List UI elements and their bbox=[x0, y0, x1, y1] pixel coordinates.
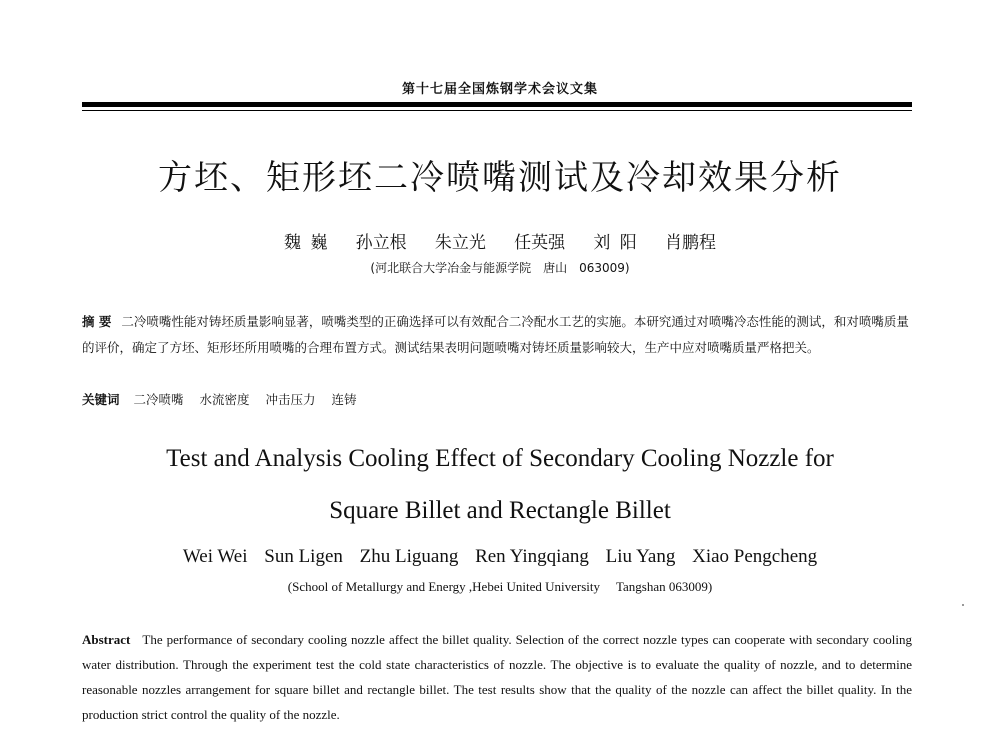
keyword: 水流密度 bbox=[199, 392, 250, 407]
author-en: Wei Wei bbox=[182, 546, 248, 567]
author-cn: 孙立根 bbox=[355, 233, 407, 253]
author-en: Liu Yang bbox=[605, 546, 676, 567]
keyword: 冲击压力 bbox=[265, 392, 316, 407]
keyword: 二冷喷嘴 bbox=[133, 392, 184, 407]
header-rule-thin bbox=[82, 110, 912, 111]
keywords-chinese bbox=[82, 387, 912, 413]
abstract-text-cn: 二冷喷嘴性能对铸坯质量影响显著，喷嘴类型的正确选择可以有效配合二冷配水工艺的实施。本研究通过对喷嘴冷态性能的测试，和对喷嘴质量的评价，确定了方坯、矩形坯所用喷嘴的合理布置方式。测试结果表明问题喷嘴对铸坯质量影响较大，生产中应对喷嘴质量严格把关。 bbox=[82, 314, 909, 355]
abstract-label-en: Abstract bbox=[82, 632, 131, 647]
running-head: 第十七届全国炼钢学术会议文集 bbox=[401, 82, 598, 97]
author-cn: 魏 巍 bbox=[284, 233, 328, 253]
author-en: Xiao Pengcheng bbox=[692, 546, 818, 567]
header-rule-thick bbox=[82, 102, 912, 107]
title-english bbox=[0, 433, 1000, 537]
title-english-line-1: Test and Analysis Cooling Effect of Secondary Cooling Nozzle for bbox=[166, 445, 834, 472]
keywords-label-cn: 关键词 bbox=[82, 392, 120, 407]
author-en: Sun Ligen bbox=[264, 546, 343, 567]
affiliation-english: (School of Metallurgy and Energy ,Hebei United University Tangshan 063009) bbox=[287, 579, 713, 594]
abstract-text-en: The performance of secondary cooling nozzle affect the billet quality. Selection of the correct nozzle types can cooperate with secondary cooling water distribution. Through the experiment test the cold state characteristics of nozzle. The objective is to evaluate the quality of nozzle, and to determine reasonable nozzles arrangement for square billet and rectangle billet. The test results show that the quality of the nozzle can affect the billet quality. In the production strict control the quality of the nozzle. bbox=[82, 632, 912, 722]
abstract-english bbox=[82, 627, 912, 727]
author-cn: 刘 阳 bbox=[593, 233, 637, 253]
author-cn: 肖鹏程 bbox=[664, 233, 716, 253]
abstract-label-cn: 摘 要 bbox=[82, 314, 112, 329]
scan-speck bbox=[962, 604, 964, 606]
affiliation-chinese: (河北联合大学冶金与能源学院 唐山 063009) bbox=[370, 261, 630, 275]
authors-english bbox=[0, 546, 1000, 568]
abstract-chinese bbox=[82, 309, 912, 361]
title-chinese: 方坯、矩形坯二冷喷嘴测试及冷却效果分析 bbox=[158, 158, 842, 198]
author-cn: 任英强 bbox=[514, 233, 566, 253]
author-en: Zhu Liguang bbox=[359, 546, 459, 567]
author-en: Ren Yingqiang bbox=[475, 546, 589, 567]
author-cn: 朱立光 bbox=[434, 233, 486, 253]
authors-chinese bbox=[0, 228, 1000, 253]
title-english-line-2: Square Billet and Rectangle Billet bbox=[329, 497, 671, 524]
keyword: 连铸 bbox=[331, 392, 357, 407]
